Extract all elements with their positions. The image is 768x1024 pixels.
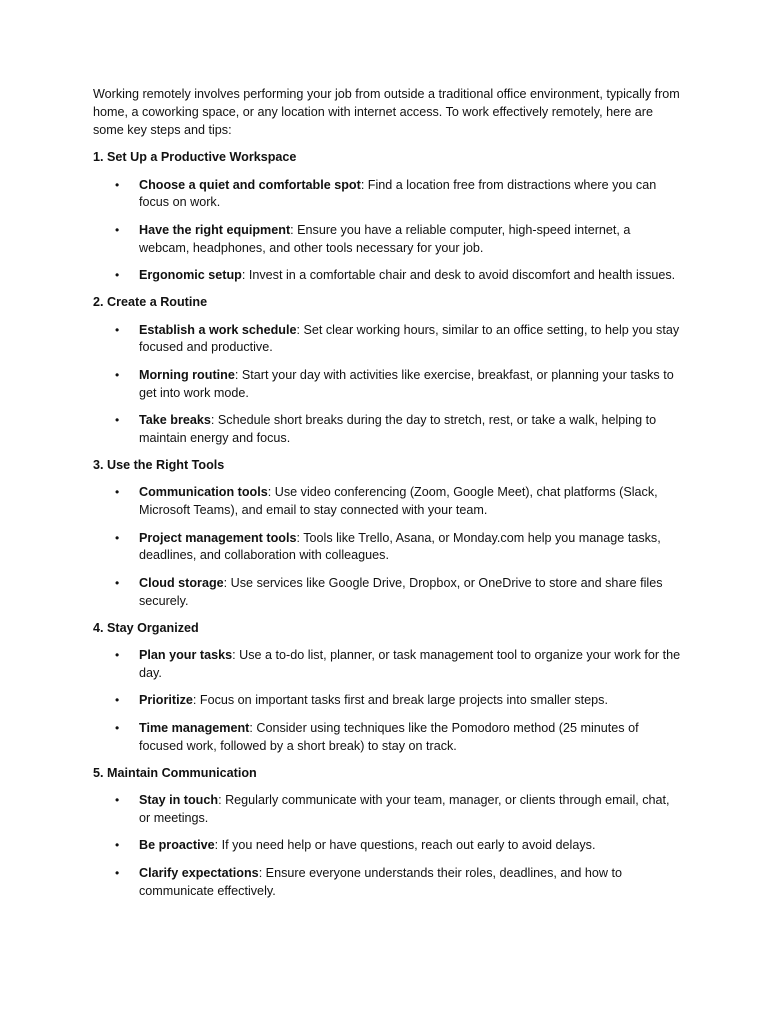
section-organized — [93, 620, 683, 755]
item-text: : Start your day with activities like exercise, breakfast, or planning your tasks to get into work mode. — [139, 367, 674, 400]
bullet-list — [93, 322, 683, 448]
section-routine — [93, 294, 683, 447]
list-item — [115, 530, 683, 566]
item-text: : Ensure everyone understands their roles, deadlines, and how to communicate effectively. — [139, 865, 623, 898]
item-text: : Invest in a comfortable chair and desk to avoid discomfort and health issues. — [241, 268, 676, 283]
item-term: Be proactive — [139, 838, 215, 853]
list-item — [115, 865, 683, 901]
list-item — [115, 647, 683, 683]
list-item — [115, 837, 683, 855]
bullet-icon: • — [115, 367, 120, 382]
list-item — [115, 222, 683, 258]
bullet-icon: • — [115, 838, 120, 853]
bullet-icon: • — [115, 575, 120, 590]
item-term: Communication tools — [139, 485, 268, 500]
bullet-icon: • — [115, 648, 120, 663]
bullet-icon: • — [115, 268, 120, 283]
item-term: Plan your tasks — [139, 648, 233, 663]
item-term: Project management tools — [139, 530, 297, 545]
item-text: : Schedule short breaks during the day to stretch, rest, or take a walk, helping to maintain energy and focus. — [139, 413, 657, 445]
intro-paragraph: Working remotely involves performing your job from outside a traditional office environment, typically from home, a coworking space, or any location with internet access. To work effectively remotely, here are some key steps and tips: — [93, 87, 680, 137]
bullet-icon: • — [115, 222, 120, 237]
section-tools — [93, 457, 683, 610]
section-communication — [93, 765, 683, 900]
section-heading: 4. Stay Organized — [93, 620, 199, 635]
item-term: Take breaks — [139, 413, 211, 428]
bullet-icon: • — [115, 530, 120, 545]
item-text: : Set clear working hours, similar to an office setting, to help you stay focused and productive. — [139, 322, 680, 355]
list-item — [115, 177, 683, 213]
item-term: Ergonomic setup — [139, 268, 242, 283]
item-term: Stay in touch — [139, 793, 219, 808]
bullet-icon: • — [115, 793, 120, 808]
item-text: : Use services like Google Drive, Dropbox, or OneDrive to store and share files securely. — [139, 575, 663, 608]
item-text: : Tools like Trello, Asana, or Monday.com help you manage tasks, deadlines, and collaboration with colleagues. — [139, 530, 661, 563]
list-item — [115, 322, 683, 358]
list-item — [115, 367, 683, 403]
item-term: Cloud storage — [139, 575, 224, 590]
bullet-icon: • — [115, 693, 120, 708]
item-text: : Use video conferencing (Zoom, Google Meet), chat platforms (Slack, Microsoft Teams), and email to stay connected with your team. — [139, 485, 658, 518]
bullet-list — [93, 484, 683, 610]
item-text: : Ensure you have a reliable computer, high-speed internet, a webcam, headphones, and other tools necessary for your job. — [139, 222, 631, 255]
list-item — [115, 575, 683, 611]
bullet-icon: • — [115, 322, 120, 337]
list-item — [115, 692, 683, 710]
list-item — [115, 412, 683, 448]
item-term: Morning routine — [139, 367, 235, 382]
bullet-icon: • — [115, 177, 120, 192]
bullet-list — [93, 792, 683, 900]
item-text: : Consider using techniques like the Pomodoro method (25 minutes of focused work, followed by a short break) to stay on track. — [139, 720, 639, 753]
item-text: : Find a location free from distractions where you can focus on work. — [139, 177, 657, 210]
item-term: Clarify expectations — [139, 865, 259, 880]
bullet-list — [93, 177, 683, 285]
item-text: : Regularly communicate with your team, manager, or clients through email, chat, or meetings. — [139, 793, 670, 825]
item-term: Choose a quiet and comfortable spot — [139, 177, 361, 192]
section-heading: 1. Set Up a Productive Workspace — [93, 150, 297, 165]
bullet-icon: • — [115, 865, 120, 880]
item-term: Establish a work schedule — [139, 322, 297, 337]
list-item — [115, 792, 683, 828]
bullet-icon: • — [115, 485, 120, 500]
item-text: : Use a to-do list, planner, or task management tool to organize your work for the day. — [139, 648, 681, 680]
section-heading: 2. Create a Routine — [93, 295, 208, 310]
section-workspace — [93, 149, 683, 284]
item-text: : Focus on important tasks first and break large projects into smaller steps. — [192, 693, 608, 708]
bullet-icon: • — [115, 720, 120, 735]
item-term: Time management — [139, 720, 250, 735]
bullet-list — [93, 647, 683, 755]
list-item — [115, 267, 683, 285]
list-item — [115, 484, 683, 520]
item-text: : If you need help or have questions, reach out early to avoid delays. — [214, 838, 596, 853]
document-page — [93, 86, 683, 910]
bullet-icon: • — [115, 413, 120, 428]
section-heading: 5. Maintain Communication — [93, 765, 257, 780]
section-heading: 3. Use the Right Tools — [93, 458, 225, 473]
item-term: Prioritize — [139, 693, 193, 708]
list-item — [115, 720, 683, 756]
item-term: Have the right equipment — [139, 222, 291, 237]
